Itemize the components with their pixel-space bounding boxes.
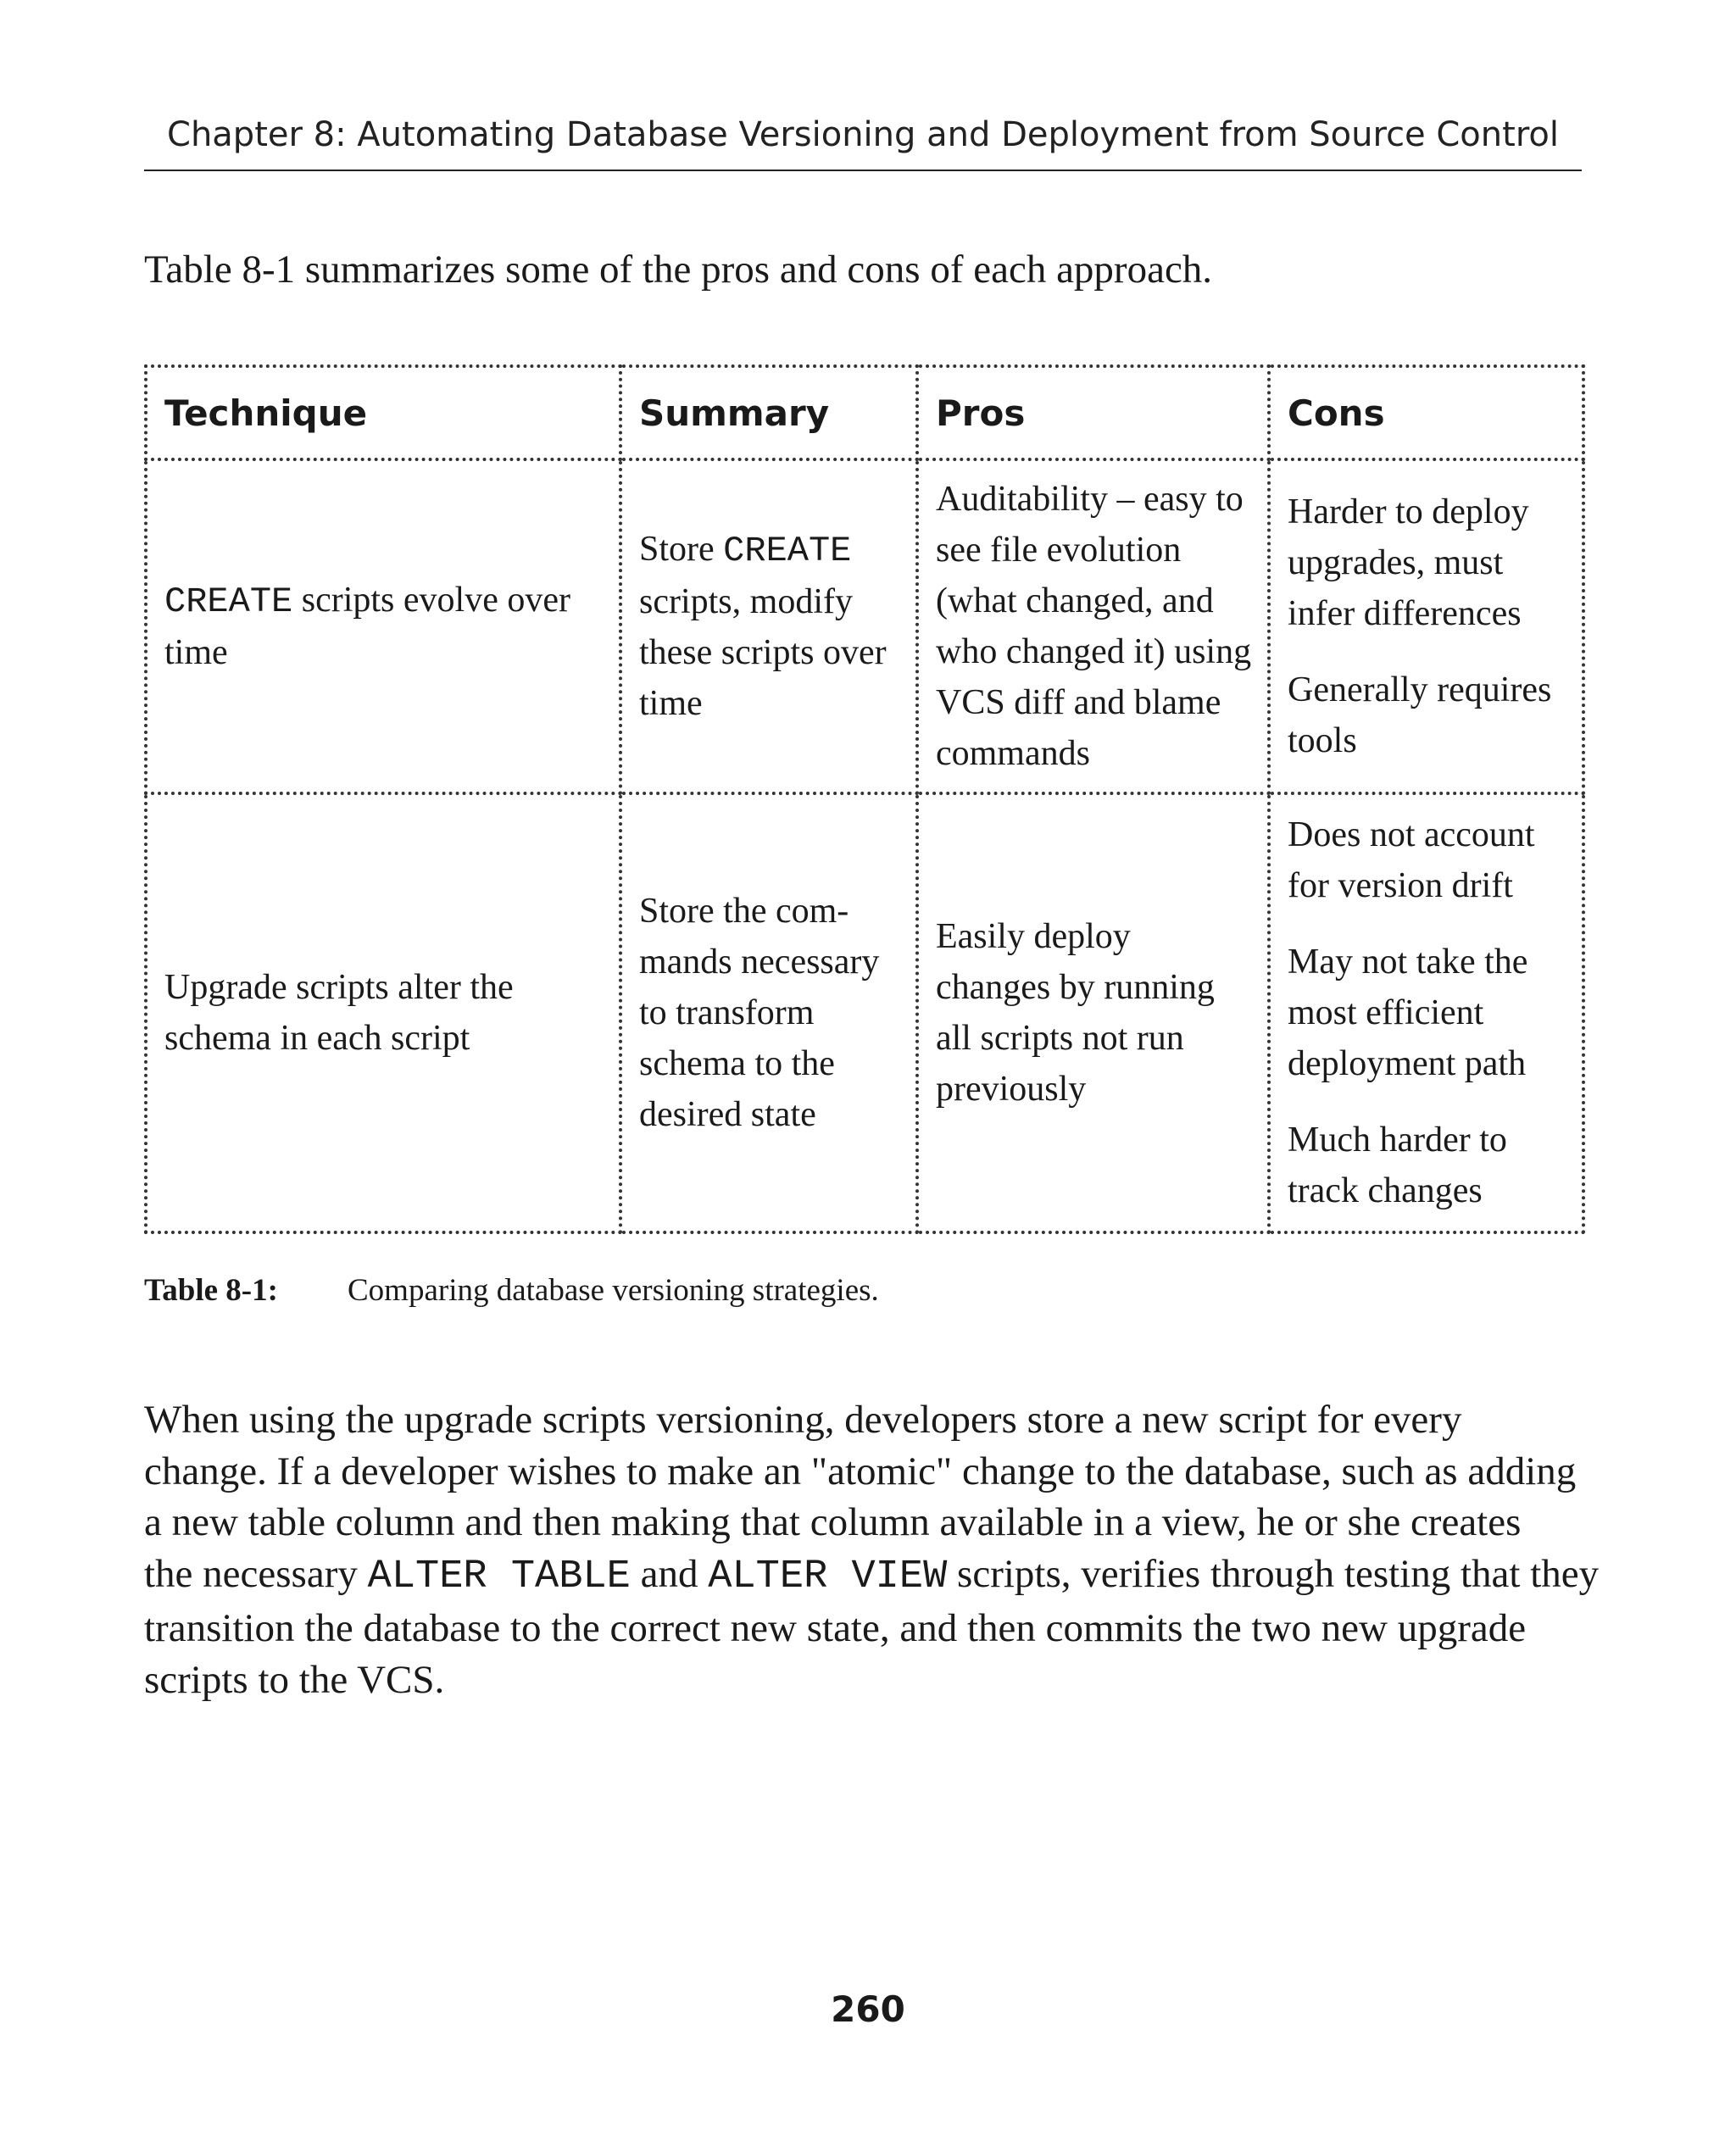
body-line: change. If a developer wishes to make an "atomic" change to the database, such as adding: [144, 1449, 1577, 1493]
code-create: CREATE: [723, 531, 852, 571]
cell-pros: Easily deploy changes by running all scripts not run previously: [917, 793, 1269, 1232]
comparison-table: [144, 364, 1585, 1234]
caption-text: Comparing database versioning strategies.: [348, 1273, 879, 1308]
header-cons: Cons: [1269, 366, 1583, 459]
line-text: the necessary: [144, 1551, 368, 1596]
page-number: 260: [831, 1988, 905, 2030]
table-row: [146, 459, 1583, 793]
cell-technique: Upgrade scripts alter the schema in each script: [146, 793, 620, 1232]
code-alter-table: ALTER TABLE: [367, 1554, 631, 1599]
body-line: When using the upgrade scripts versioning, developers store a new script for every: [144, 1398, 1462, 1442]
cons-item: Much harder to track changes: [1288, 1121, 1507, 1210]
technique-text: scripts evolve over time: [164, 581, 570, 672]
body-paragraph: [144, 1394, 1600, 1705]
running-head: Chapter 8: Automating Database Versioning and Deployment from Source Control: [144, 115, 1582, 171]
body-line: scripts to the VCS.: [144, 1657, 445, 1702]
code-create: CREATE: [164, 581, 293, 622]
table-caption: [144, 1270, 879, 1312]
line-text: and: [630, 1551, 709, 1596]
cell-summary: [620, 459, 917, 793]
header-summary: Summary: [620, 366, 917, 459]
cons-item: May not take the most efficient deployment path: [1288, 943, 1528, 1083]
line-text: scripts, verifies through testing that they: [947, 1551, 1600, 1596]
caption-label: Table 8-1:: [144, 1273, 278, 1308]
header-technique: Technique: [146, 366, 620, 459]
cell-technique: [146, 459, 620, 793]
cell-cons: [1269, 459, 1583, 793]
intro-paragraph: Table 8-1 summarizes some of the pros and cons of each approach.: [144, 247, 1213, 292]
cell-pros: Auditability – easy to see file evolution (what changed, and who changed it) using VCS diff and blame commands: [917, 459, 1269, 793]
cons-item: Does not account for version drift: [1288, 815, 1535, 905]
cons-item: Harder to deploy upgrades, must infer differences: [1288, 492, 1529, 633]
cons-item: Generally requires tools: [1288, 670, 1552, 760]
cell-cons: [1269, 793, 1583, 1232]
header-pros: Pros: [917, 366, 1269, 459]
body-line: a new table column and then making that column available in a view, he or she creates: [144, 1500, 1522, 1544]
body-line: transition the database to the correct new state, and then commits the two new upgrade: [144, 1606, 1527, 1650]
cell-summary: Store the com-mands necessary to transform schema to the desired state: [620, 793, 917, 1232]
body-line: [144, 1549, 1600, 1604]
table-row: [146, 793, 1583, 1232]
summary-post: scripts, modify these scripts over time: [639, 582, 887, 723]
code-alter-view: ALTER VIEW: [708, 1554, 948, 1599]
table-header-row: [146, 366, 1583, 459]
summary-pre: Store: [639, 530, 724, 569]
